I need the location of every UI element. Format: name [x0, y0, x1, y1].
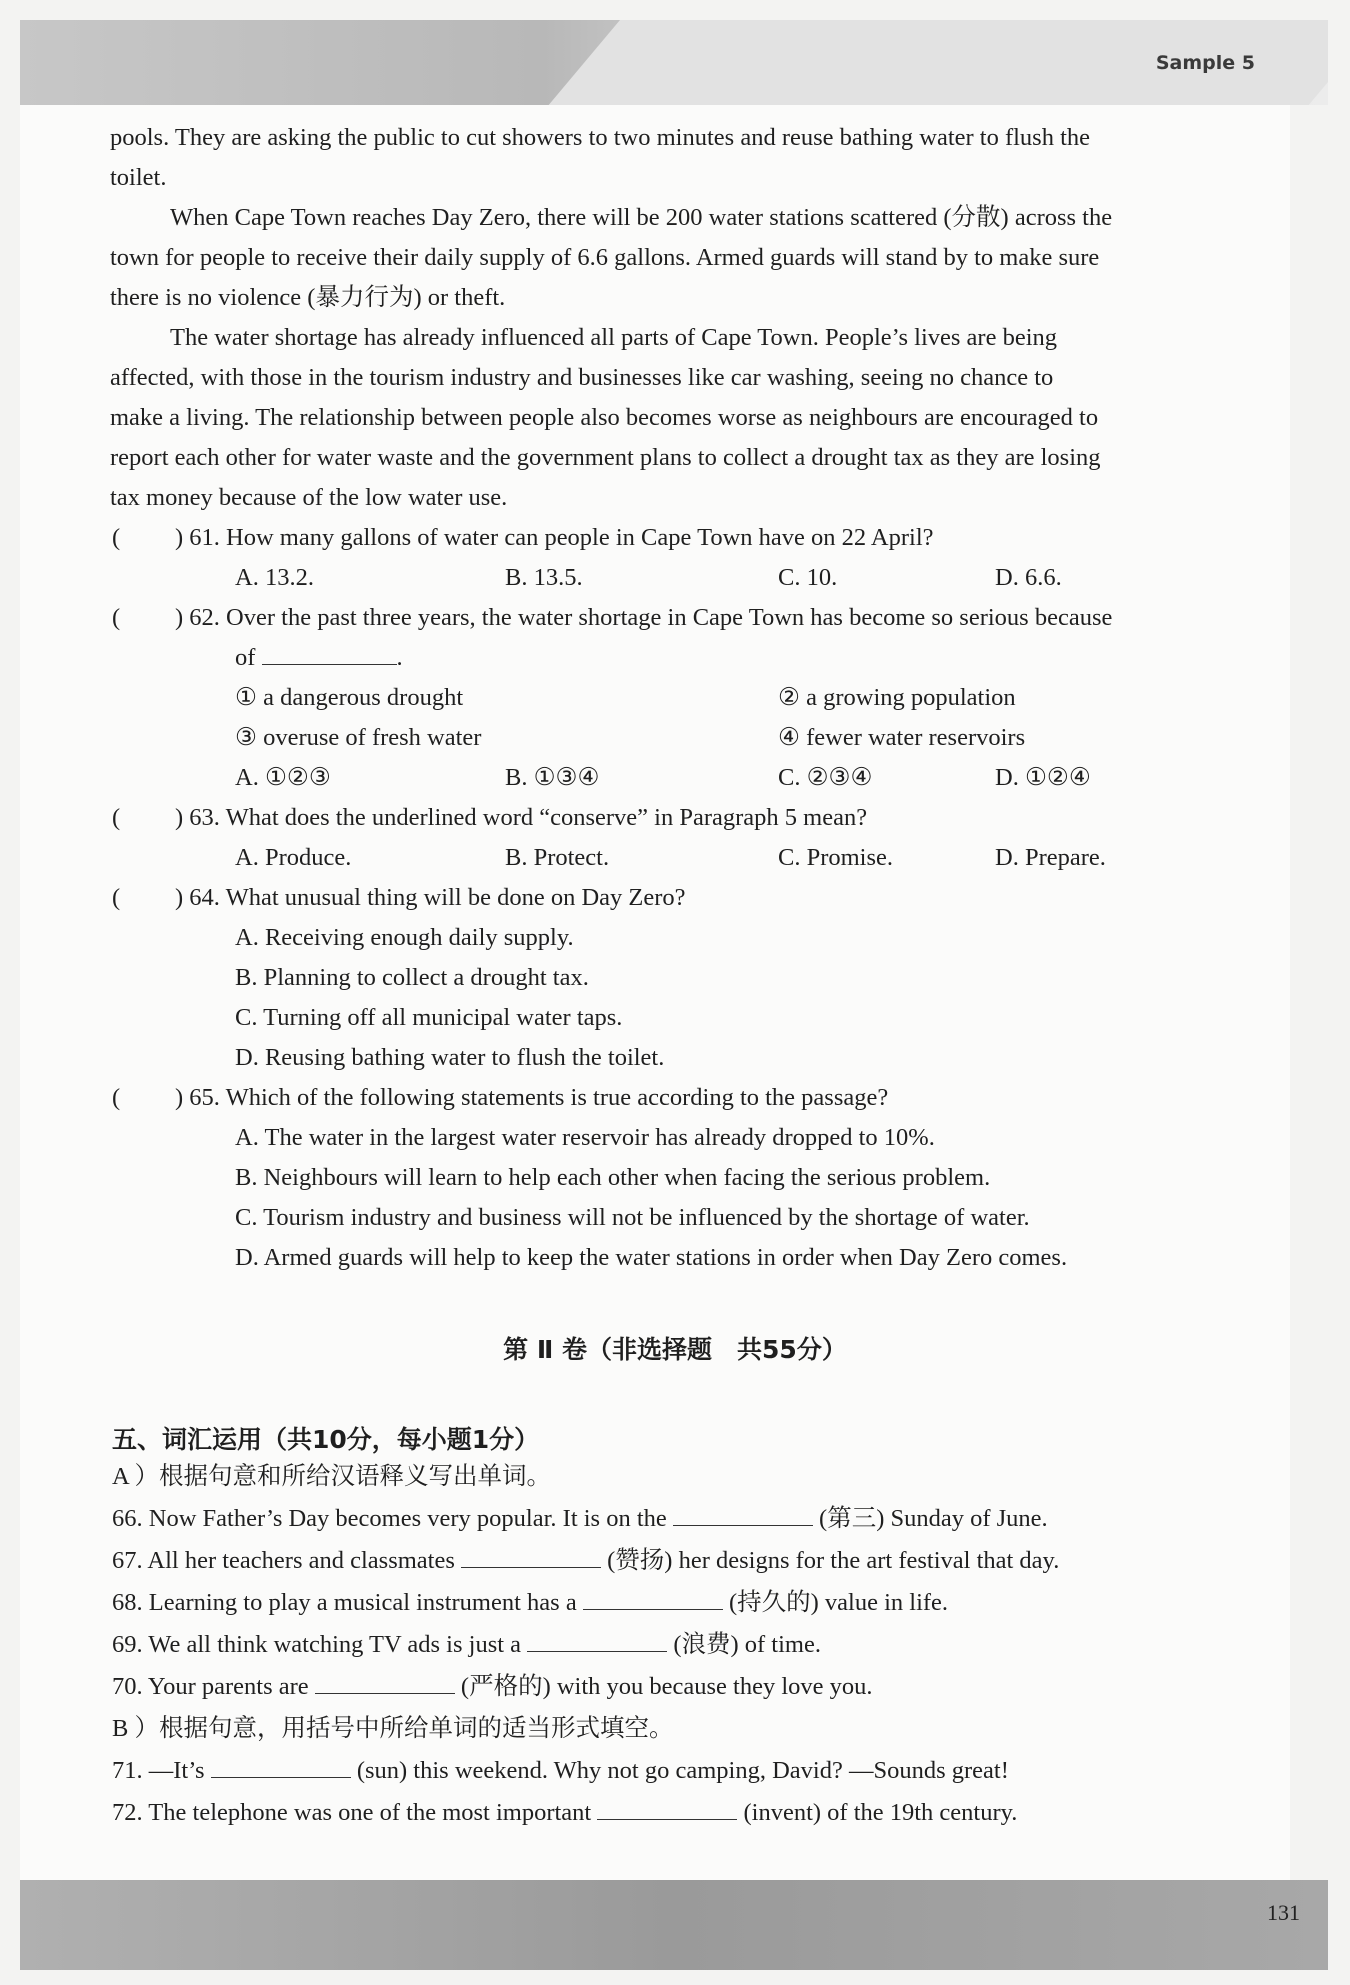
question-stem-continued	[235, 643, 403, 673]
answer-paren[interactable]: (	[112, 604, 121, 631]
option-a: A. Receiving enough daily supply.	[235, 924, 574, 951]
answer-paren[interactable]: (	[112, 804, 121, 831]
option-c: C. Turning off all municipal water taps.	[235, 1004, 623, 1031]
option-b: B. ①③④	[505, 764, 600, 791]
answer-blank[interactable]	[461, 1547, 601, 1568]
option-b: B. Neighbours will learn to help each other when facing the serious problem.	[235, 1164, 991, 1191]
answer-paren[interactable]: (	[112, 884, 121, 911]
option-b: B. Planning to collect a drought tax.	[235, 964, 589, 991]
option-d: D. Reusing bathing water to flush the toilet.	[235, 1044, 665, 1071]
header-label: Sample 5	[1155, 52, 1255, 74]
fill-item-70: 70. Your parents are (严格的) with you because they love you.	[112, 1673, 873, 1700]
option-d: D. ①②④	[995, 764, 1091, 791]
page-number: 131	[1267, 1900, 1300, 1925]
option-a: A. Produce.	[235, 844, 352, 871]
option-c: C. Tourism industry and business will not be influenced by the shortage of water.	[235, 1204, 1030, 1231]
passage-line: When Cape Town reaches Day Zero, there will be 200 water stations scattered (分散) across the	[170, 204, 1113, 231]
option-c: C. ②③④	[778, 764, 873, 791]
passage-line: there is no violence (暴力行为) or theft.	[110, 284, 506, 311]
header-band	[20, 20, 1328, 105]
option-c: C. 10.	[778, 564, 838, 591]
fill-item-67: 67. All her teachers and classmates (赞扬) her designs for the art festival that day.	[112, 1547, 1060, 1574]
answer-blank[interactable]	[211, 1757, 351, 1778]
passage-line: tax money because of the low water use.	[110, 484, 508, 511]
choice-item: ① a dangerous drought	[235, 684, 464, 711]
answer-blank[interactable]	[597, 1799, 737, 1820]
part-two-title: 第 Ⅱ 卷（非选择题 共55分）	[503, 1335, 847, 1364]
question-stem: ) 63. What does the underlined word “conserve” in Paragraph 5 mean?	[175, 804, 868, 831]
passage-line: town for people to receive their daily supply of 6.6 gallons. Armed guards will stand by to make sure	[110, 244, 1100, 271]
option-b: B. 13.5.	[505, 564, 583, 591]
fill-item-72: 72. The telephone was one of the most important (invent) of the 19th century.	[112, 1799, 1018, 1826]
passage-line: affected, with those in the tourism industry and businesses like car washing, seeing no chance to	[110, 364, 1054, 391]
option-c: C. Promise.	[778, 844, 894, 871]
answer-blank[interactable]	[583, 1589, 723, 1610]
answer-blank[interactable]	[262, 644, 397, 665]
question-stem: ) 61. How many gallons of water can people in Cape Town have on 22 April?	[175, 524, 934, 551]
passage-line: make a living. The relationship between people also becomes worse as neighbours are encouraged to	[110, 404, 1099, 431]
option-d: D. 6.6.	[995, 564, 1062, 591]
passage-line: The water shortage has already influenced all parts of Cape Town. People’s lives are being	[170, 324, 1058, 351]
choice-item: ④ fewer water reservoirs	[778, 724, 1026, 751]
choice-item: ③ overuse of fresh water	[235, 724, 482, 751]
section-five-title: 五、词汇运用（共10分，每小题1分）	[112, 1425, 540, 1454]
fill-item-71: 71. —It’s (sun) this weekend. Why not go camping, David? —Sounds great!	[112, 1757, 1009, 1784]
fill-item-68: 68. Learning to play a musical instrument has a (持久的) value in life.	[112, 1589, 949, 1616]
fill-item-69: 69. We all think watching TV ads is just a (浪费) of time.	[112, 1631, 821, 1658]
question-stem: ) 62. Over the past three years, the water shortage in Cape Town has become so serious because	[175, 604, 1113, 631]
choice-item: ② a growing population	[778, 684, 1016, 711]
option-a: A. ①②③	[235, 764, 331, 791]
sub-instruction-b: B ）根据句意，用括号中所给单词的适当形式填空。	[112, 1715, 674, 1742]
question-stem: ) 65. Which of the following statements is true according to the passage?	[175, 1084, 889, 1111]
answer-blank[interactable]	[673, 1505, 813, 1526]
stem-period: .	[396, 644, 403, 671]
footer-band	[20, 1880, 1328, 1970]
option-d: D. Prepare.	[995, 844, 1106, 871]
passage-line: pools. They are asking the public to cut showers to two minutes and reuse bathing water to flush the	[110, 124, 1091, 151]
option-d: D. Armed guards will help to keep the water stations in order when Day Zero comes.	[235, 1244, 1068, 1271]
fill-item-66: 66. Now Father’s Day becomes very popular. It is on the (第三) Sunday of June.	[112, 1505, 1048, 1532]
question-stem: ) 64. What unusual thing will be done on Day Zero?	[175, 884, 686, 911]
answer-paren[interactable]: (	[112, 1084, 121, 1111]
option-b: B. Protect.	[505, 844, 610, 871]
answer-blank[interactable]	[315, 1673, 455, 1694]
passage-line: toilet.	[110, 164, 167, 191]
option-a: A. 13.2.	[235, 564, 314, 591]
option-a: A. The water in the largest water reservoir has already dropped to 10%.	[235, 1124, 935, 1151]
answer-blank[interactable]	[527, 1631, 667, 1652]
passage-line: report each other for water waste and the government plans to collect a drought tax as they are losing	[110, 444, 1101, 471]
answer-paren[interactable]: (	[112, 524, 121, 551]
stem-of: of	[235, 644, 256, 671]
sub-instruction-a: A ）根据句意和所给汉语释义写出单词。	[112, 1463, 551, 1490]
